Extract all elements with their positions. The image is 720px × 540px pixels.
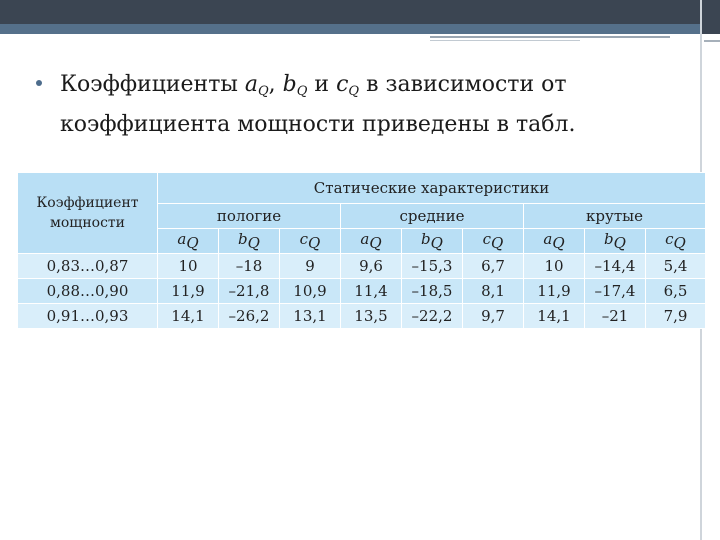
text-segment: и <box>307 72 337 97</box>
coef-header <box>341 229 402 254</box>
coef-letter: a <box>177 230 187 248</box>
row-label: 0,88…0,90 <box>18 279 158 304</box>
table-cell: 6,5 <box>646 279 706 304</box>
table-cell: –15,3 <box>402 254 463 279</box>
subgroup-header: крутые <box>524 204 706 229</box>
table-cell: –21 <box>585 304 646 329</box>
text-segment: Коэффициенты <box>60 72 245 97</box>
bullet-paragraph <box>36 68 676 141</box>
table-cell: –14,4 <box>585 254 646 279</box>
header-decor-line <box>430 40 580 41</box>
coef-header <box>280 229 341 254</box>
text-segment: , <box>268 72 283 97</box>
table-cell: –17,4 <box>585 279 646 304</box>
table-cell: –22,2 <box>402 304 463 329</box>
coef-subscript: Q <box>613 234 626 252</box>
coef-header <box>463 229 524 254</box>
coef-header <box>158 229 219 254</box>
text-segment: в зависимости от <box>359 72 567 97</box>
table-cell: 9,6 <box>341 254 402 279</box>
coef-letter: b <box>604 230 614 248</box>
coef-letter: c <box>665 230 674 248</box>
table-cell: 13,1 <box>280 304 341 329</box>
header-accent-stripe <box>0 24 700 34</box>
subgroup-header: пологие <box>158 204 341 229</box>
table-cell: 5,4 <box>646 254 706 279</box>
symbol-b: b <box>282 72 297 97</box>
coef-header <box>585 229 646 254</box>
table-cell: 11,9 <box>524 279 585 304</box>
table-cell: 10,9 <box>280 279 341 304</box>
coef-subscript: Q <box>491 234 504 252</box>
coef-letter: c <box>482 230 492 248</box>
coef-header <box>402 229 463 254</box>
table-cell: 14,1 <box>158 304 219 329</box>
table-cell: –18,5 <box>402 279 463 304</box>
right-decor-tick <box>704 40 720 42</box>
table-cell: –18 <box>219 254 280 279</box>
coefficients-table <box>17 172 705 325</box>
coef-subscript: Q <box>247 234 260 252</box>
table-cell: 10 <box>524 254 585 279</box>
coef-subscript: Q <box>369 234 382 252</box>
table-cell: 9 <box>280 254 341 279</box>
subscript-q: Q <box>258 84 269 99</box>
coef-header <box>524 229 585 254</box>
coef-letter: b <box>238 230 248 248</box>
bullet-line-1 <box>36 68 676 108</box>
row-label: 0,83…0,87 <box>18 254 158 279</box>
coef-letter: a <box>360 230 370 248</box>
table-cell: 6,7 <box>463 254 524 279</box>
table-cell: 11,4 <box>341 279 402 304</box>
slide-header-bar <box>0 0 720 34</box>
table-cell: –26,2 <box>219 304 280 329</box>
coef-subscript: Q <box>552 234 565 252</box>
symbol-c: c <box>336 72 349 97</box>
table-cell: 13,5 <box>341 304 402 329</box>
coef-letter: b <box>421 230 431 248</box>
table-cell: 7,9 <box>646 304 706 329</box>
bullet-line-2: коэффициента мощности приведены в табл. <box>60 112 576 137</box>
table-cell: 8,1 <box>463 279 524 304</box>
coef-header <box>219 229 280 254</box>
row-label: 0,91…0,93 <box>18 304 158 329</box>
coef-subscript: Q <box>430 234 443 252</box>
coef-subscript: Q <box>308 234 321 252</box>
table-cell: –21,8 <box>219 279 280 304</box>
table-cell: 10 <box>158 254 219 279</box>
coef-header <box>646 229 706 254</box>
coef-letter: a <box>543 230 553 248</box>
group-header: Статические характеристики <box>158 173 706 204</box>
table-row <box>18 254 706 279</box>
coef-subscript: Q <box>186 234 199 252</box>
coef-letter: c <box>299 230 309 248</box>
subscript-q: Q <box>296 84 308 99</box>
corner-header: Коэффициент мощности <box>18 173 158 254</box>
table-row <box>18 279 706 304</box>
symbol-a: a <box>244 72 258 97</box>
table-cell: 11,9 <box>158 279 219 304</box>
table-cell: 9,7 <box>463 304 524 329</box>
table-cell: 14,1 <box>524 304 585 329</box>
subscript-q: Q <box>348 84 360 99</box>
subgroup-header: средние <box>341 204 524 229</box>
bullet-dot-icon <box>36 80 42 86</box>
table-row <box>18 304 706 329</box>
coef-subscript: Q <box>673 234 686 252</box>
header-decor-line <box>430 36 670 38</box>
